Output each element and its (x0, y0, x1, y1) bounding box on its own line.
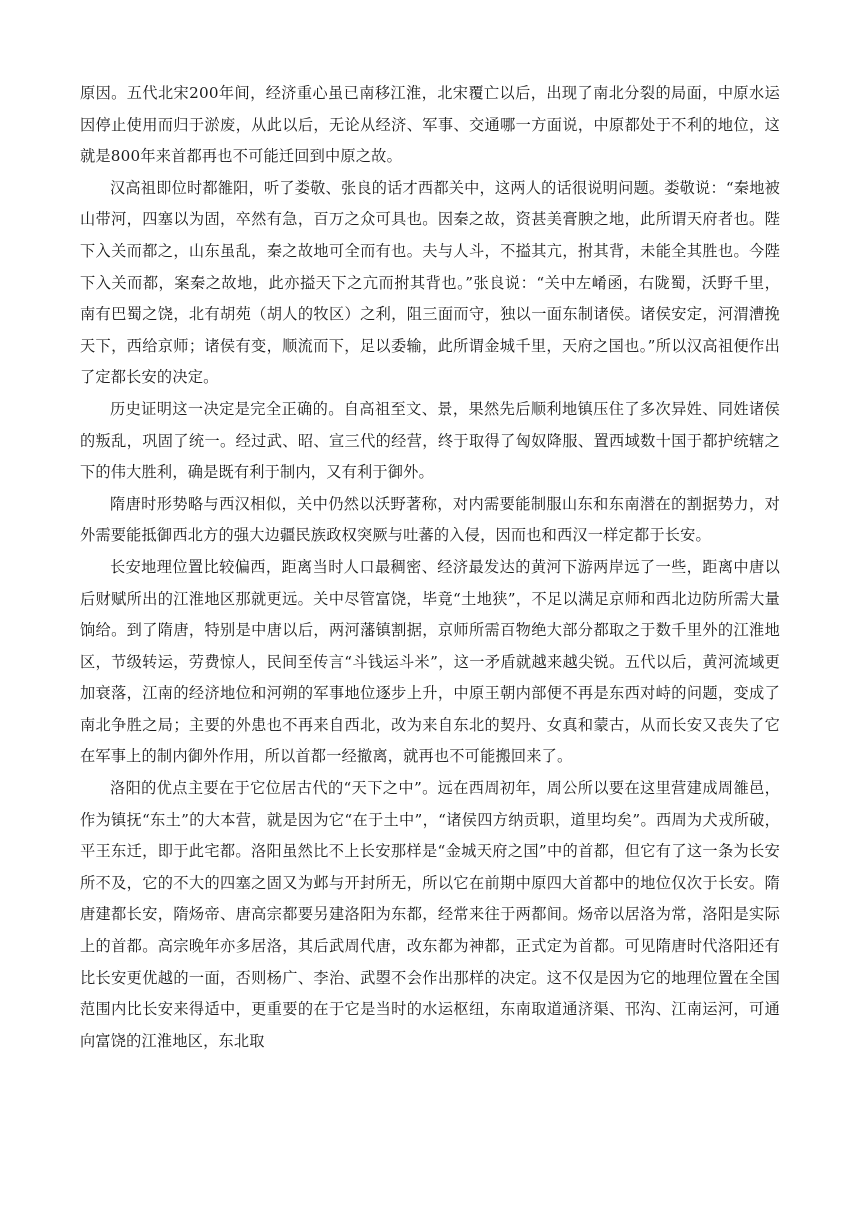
paragraph-changan-location: 长安地理位置比较偏西，距离当时人口最稠密、经济最发达的黄河下游两岸远了一些，距离中唐以后财赋所出的江淮地区那就更远。关中尽管富饶，毕竟“土地狭”，不足以满足京师和西北边防所需大量饷给。到了隋唐，特别是中唐以后，两河藩镇割据，京师所需百物绝大部分都取之于数千里外的江淮地区，节级转运，劳费惊人，民间至传言“斗钱运斗米”，这一矛盾就越来越尖锐。五代以后，黄河流域更加衰落，江南的经济地位和河朔的军事地位逐步上升，中原王朝内部便不再是东西对峙的问题，变成了南北争胜之局；主要的外患也不再来自西北，改为来自东北的契丹、女真和蒙古，从而长安又丧失了它在军事上的制内御外作用，所以首都一经撤离，就再也不可能搬回来了。 (80, 557, 780, 766)
paragraph-history-proof: 历史证明这一决定是完全正确的。自高祖至文、景，果然先后顺利地镇压住了多次异姓、同姓诸侯的叛乱，巩固了统一。经过武、昭、宣三代的经营，终于取得了匈奴降服、置西域数十国于都护统辖之下的伟大胜利，确是既有利于制内，又有利于御外。 (80, 399, 780, 482)
paragraph-sui-tang: 隋唐时形势略与西汉相似，关中仍然以沃野著称，对内需要能制服山东和东南潜在的割据势力，对外需要能抵御西北方的强大边疆民族政权突厥与吐蕃的入侵，因而也和西汉一样定都于长安。 (80, 494, 780, 545)
document-page (80, 78, 780, 1057)
paragraph-five-dynasties: 原因。五代北宋200年间，经济重心虽已南移江淮，北宋覆亡以后，出现了南北分裂的局面，中原水运因停止使用而归于淤废，从此以后，无论从经济、军事、交通哪一方面说，中原都处于不利的地位，这就是800年来首都再也不可能迁回到中原之故。 (80, 84, 780, 166)
paragraph-luoyang: 洛阳的优点主要在于它位居古代的“天下之中”。远在西周初年，周公所以要在这里营建成周雒邑，作为镇抚“东土”的大本营，就是因为它“在于土中”，“诸侯四方纳贡职，道里均矣”。西周为犬戎所破，平王东迁，即于此宅都。洛阳虽然比不上长安那样是“金城天府之国”中的首都，但它有了这一条为长安所不及，它的不大的四塞之固又为邺与开封所无，所以它在前期中原四大首都中的地位仅次于长安。隋唐建都长安，隋炀帝、唐高宗都要另建洛阳为东都，经常来往于两都间。炀帝以居洛为常，洛阳是实际上的首都。高宗晚年亦多居洛，其后武周代唐，改东都为神都，正式定为首都。可见隋唐时代洛阳还有比长安更优越的一面，否则杨广、李治、武曌不会作出那样的决定。这不仅是因为它的地理位置在全国范围内比长安来得适中，更重要的在于它是当时的水运枢纽，东南取道通济渠、邗沟、江南运河，可通向富饶的江淮地区，东北取 (80, 779, 780, 1050)
paragraph-han-gaozu: 汉高祖即位时都雒阳，听了娄敬、张良的话才西都关中，这两人的话很说明问题。娄敬说：“秦地被山带河，四塞以为固，卒然有急，百万之众可具也。因秦之故，资甚美膏腴之地，此所谓天府者也。陛下入关而都之，山东虽乱，秦之故地可全而有也。夫与人斗，不搤其亢，拊其背，未能全其胜也。今陛下入关而都，案秦之故地，此亦搤天下之亢而拊其背也。”张良说：“关中左崤函，右陇蜀，沃野千里，南有巴蜀之饶，北有胡苑（胡人的牧区）之利，阻三面而守，独以一面东制诸侯。诸侯安定，河渭漕挽天下，西给京师；诸侯有变，顺流而下，足以委输，此所谓金城千里，天府之国也。”所以汉高祖便作出了定都长安的决定。 (80, 178, 780, 387)
